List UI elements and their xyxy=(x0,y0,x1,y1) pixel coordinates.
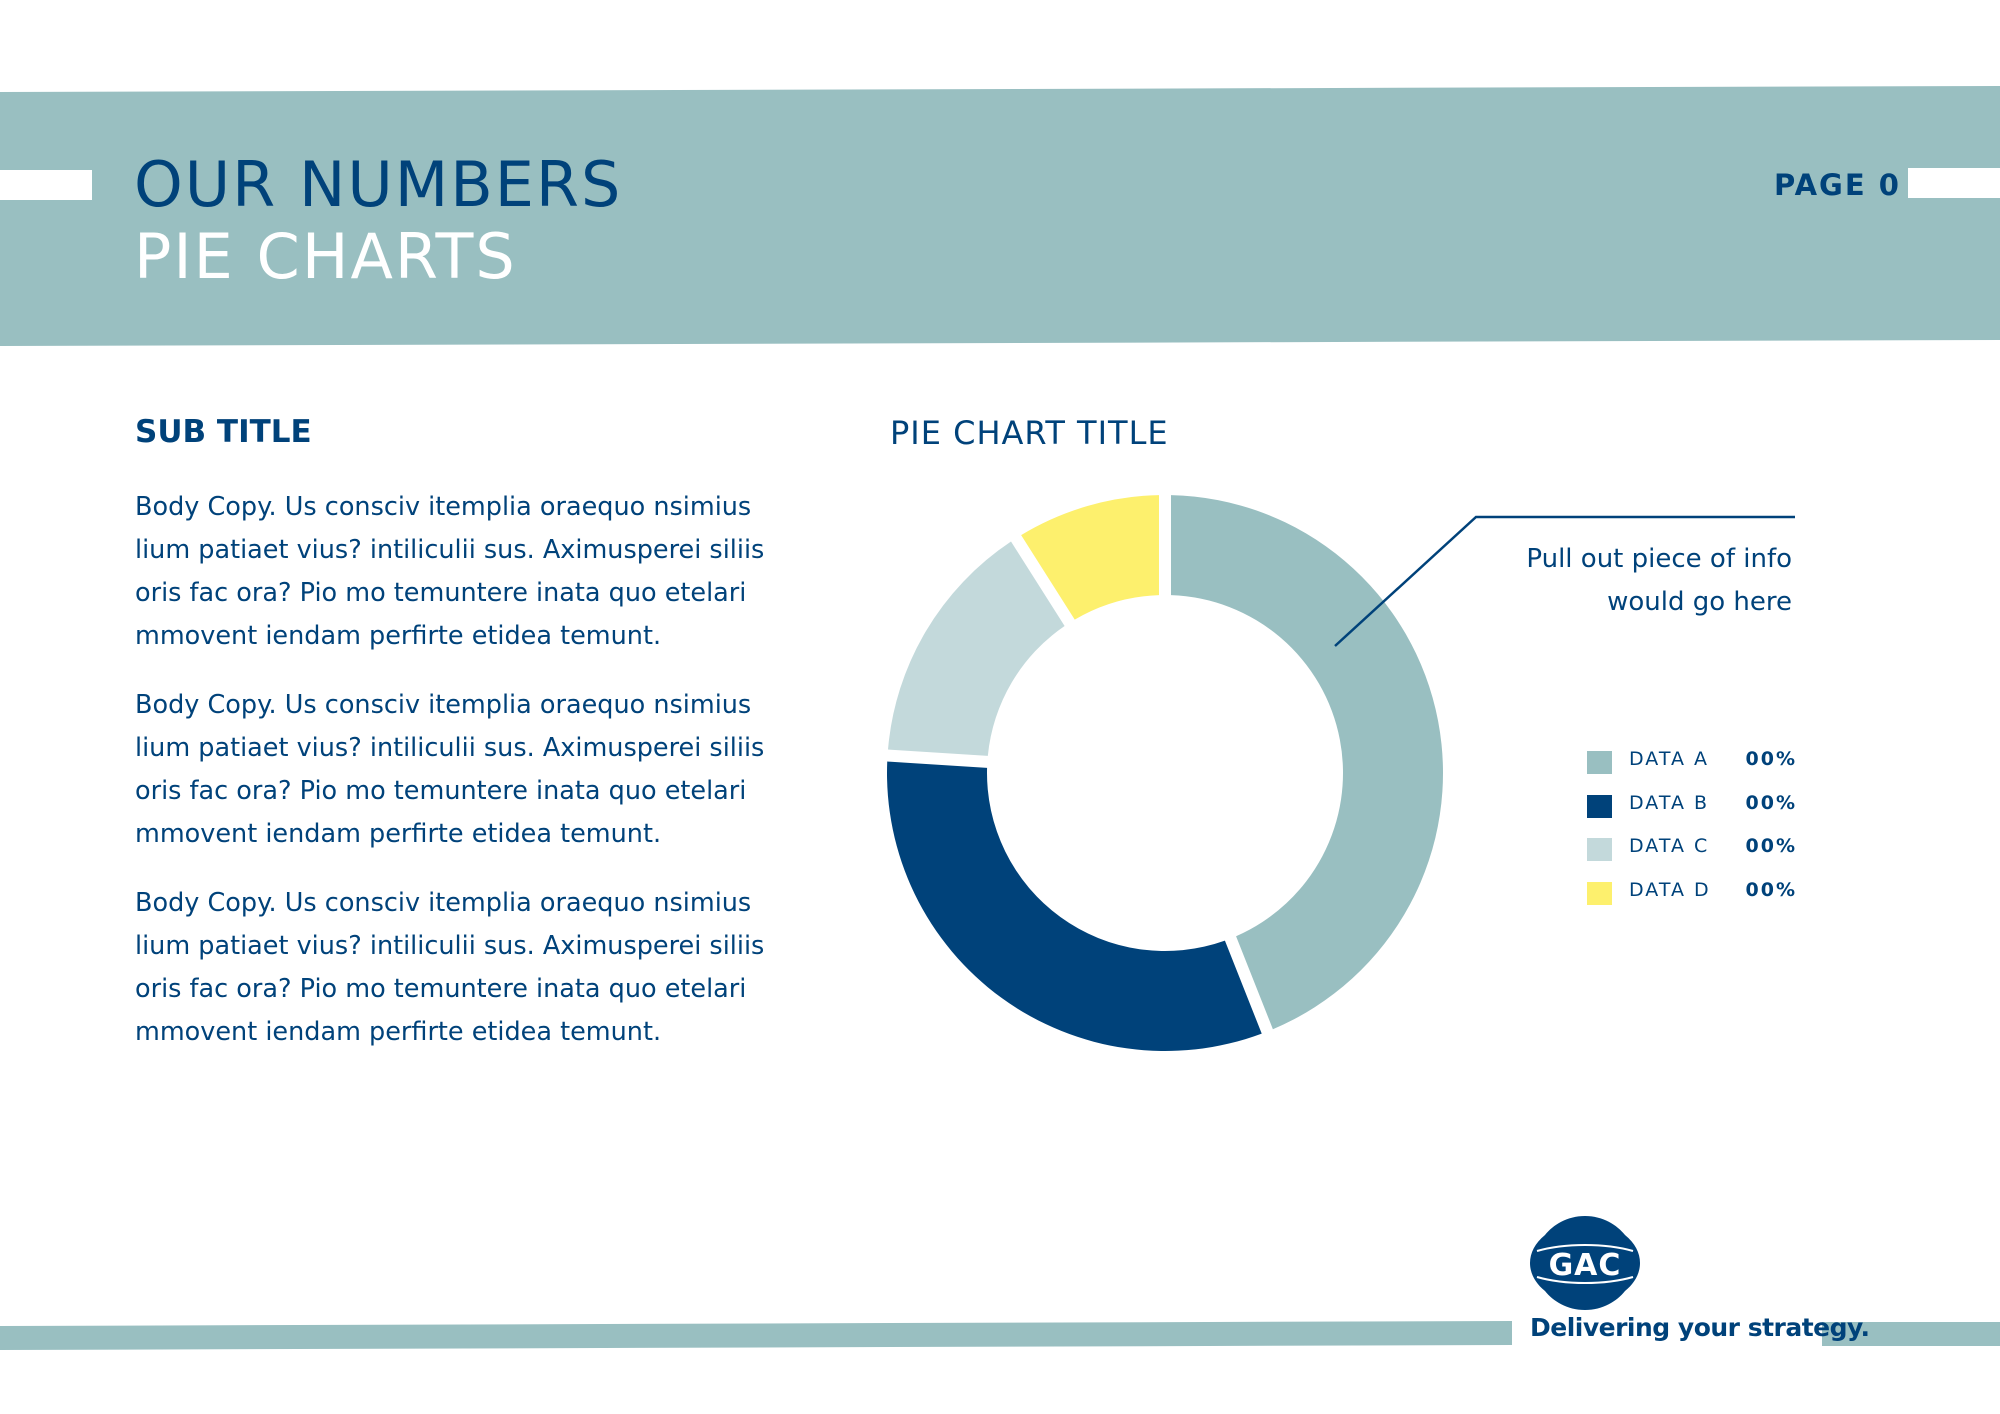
callout-line-1: Pull out piece of info xyxy=(1526,544,1792,574)
page-subtitle: PIE CHARTS xyxy=(134,220,517,293)
legend-label-d: DATA D xyxy=(1629,878,1711,901)
legend-value-b: 00% xyxy=(1745,791,1797,814)
tagline: Delivering your strategy. xyxy=(1530,1313,1870,1342)
legend-value-a: 00% xyxy=(1745,748,1797,770)
chart-title: PIE CHART TITLE xyxy=(890,414,1169,452)
gac-logo xyxy=(1525,1213,1645,1313)
legend-value-d: 00% xyxy=(1745,878,1797,901)
callout-line-2: would go here xyxy=(1607,587,1792,617)
legend-value-c: 00% xyxy=(1745,835,1797,857)
body-paragraph-2: Body Copy. Us consciv itemplia oraequo nsimius lium patiaet vius? intiliculii sus. Aximusperei siliis oris fac ora? Pio mo temuntere inata quo etelari mmovent iendam perfirte etidea temunt. xyxy=(135,690,765,849)
body-paragraph-3: Body Copy. Us consciv itemplia oraequo nsimius lium patiaet vius? intiliculii sus. Aximusperei siliis oris fac ora? Pio mo temuntere inata quo etelari mmovent iendam perfirte etidea temunt. xyxy=(135,888,765,1047)
body-paragraph-1: Body Copy. Us consciv itemplia oraequo nsimius lium patiaet vius? intiliculii sus. Aximusperei siliis oris fac ora? Pio mo temuntere inata quo etelari mmovent iendam perfirte etidea temunt. xyxy=(135,492,765,651)
legend-label-b: DATA B xyxy=(1629,791,1710,814)
legend-label-c: DATA C xyxy=(1629,835,1710,857)
page-number: PAGE 0 xyxy=(1774,168,1901,202)
page-title: OUR NUMBERS xyxy=(134,148,623,221)
section-subtitle: SUB TITLE xyxy=(135,414,312,450)
legend-label-a: DATA A xyxy=(1629,748,1709,770)
logo-text: GAC xyxy=(1548,1248,1622,1283)
